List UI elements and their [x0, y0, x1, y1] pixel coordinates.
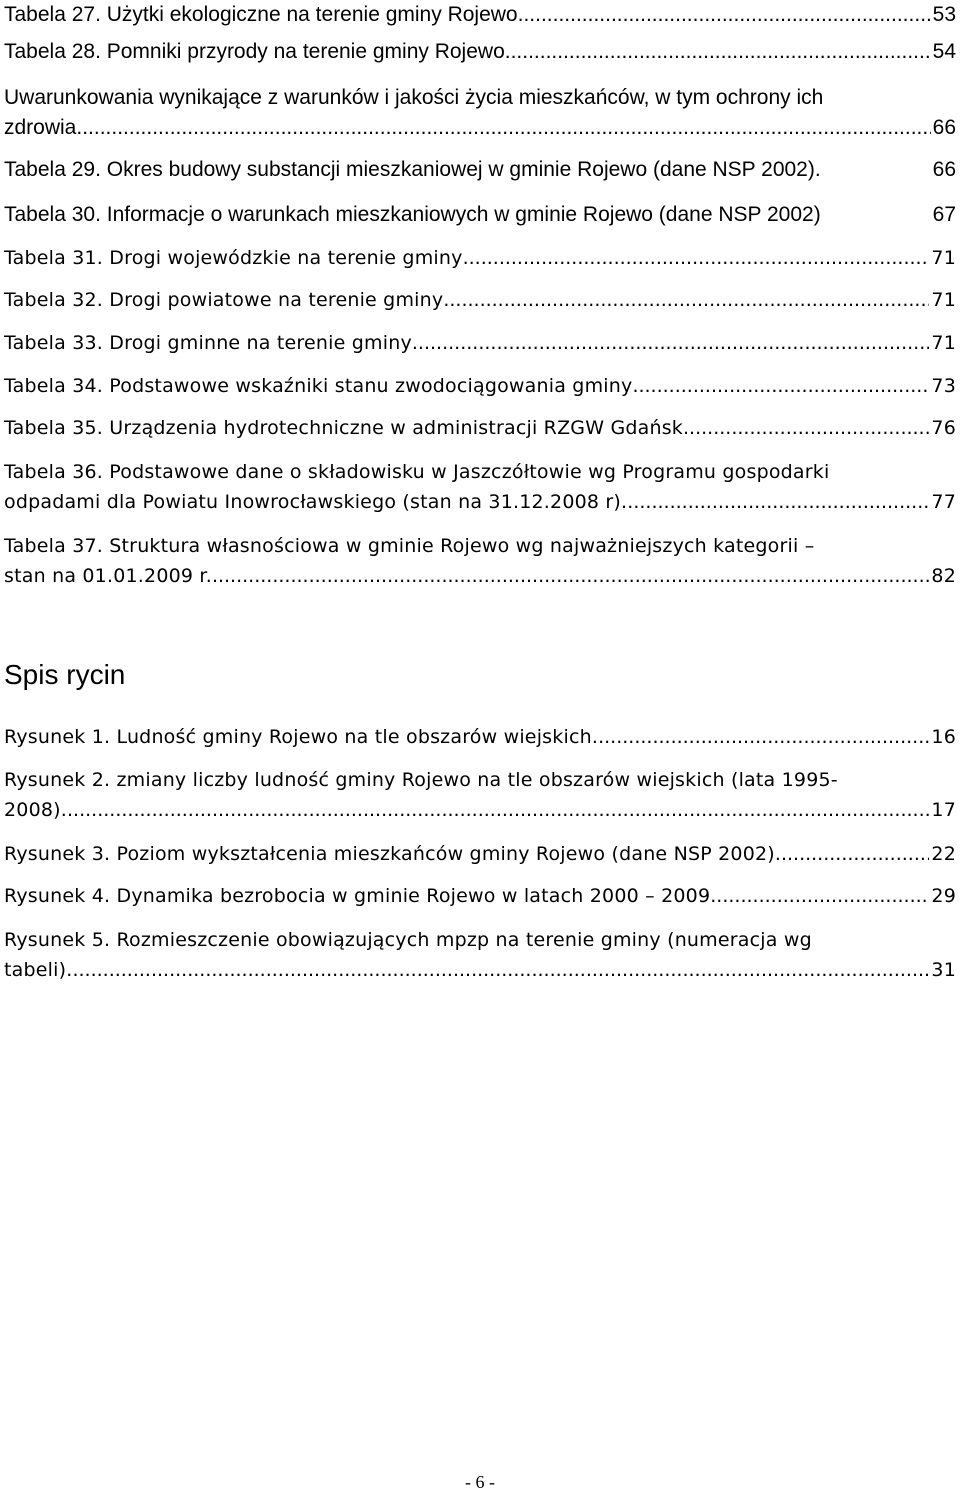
toc-entry-tabela-27[interactable]: [4, 0, 956, 30]
toc-page-number: 29: [931, 885, 956, 907]
toc-page-number: 54: [932, 40, 956, 63]
leader-dots: [412, 328, 930, 358]
leader-dots: [72, 955, 929, 985]
toc-page-number: 17: [931, 799, 956, 821]
toc-page-number: 16: [931, 726, 956, 748]
leader-dots: [505, 37, 931, 67]
toc-page-number: 76: [931, 417, 956, 439]
leader-dots: [463, 243, 930, 273]
leader-dots: [683, 413, 929, 443]
toc-entry-text: Rysunek 4. Dynamika bezrobocia w gminie Rojewo w latach 2000 – 2009: [4, 885, 711, 907]
toc-page-number: 66: [932, 158, 956, 181]
toc-entry-rysunek-5[interactable]: [4, 925, 956, 985]
toc-page-number: 67: [932, 203, 956, 226]
toc-page-number: 77: [931, 491, 956, 513]
toc-entry-tabela-32[interactable]: [4, 285, 956, 315]
toc-entry-uwarunkowania[interactable]: [4, 83, 956, 143]
toc-entry-text-line1: Tabela 37. Struktura własnościowa w gminie Rojewo wg najważniejszych kategorii –: [4, 535, 815, 557]
toc-entry-tabela-34[interactable]: [4, 371, 956, 401]
toc-entry-tabela-30[interactable]: [4, 200, 956, 230]
toc-page-number: 22: [931, 843, 956, 865]
toc-entry-text-line1: Uwarunkowania wynikające z warunków i jakości życia mieszkańców, w tym ochrony ich: [4, 86, 824, 109]
toc-entry-tabela-28[interactable]: [4, 37, 956, 67]
toc-entry-text: Tabela 35. Urządzenia hydrotechniczne w administracji RZGW Gdańsk: [4, 417, 684, 439]
toc-page-number: 71: [931, 289, 956, 311]
toc-entry-tabela-29[interactable]: [4, 155, 956, 185]
leader-dots: [67, 795, 929, 825]
toc-entry-text: Tabela 31. Drogi wojewódzkie na terenie gminy: [4, 247, 463, 269]
leader-dots: [443, 285, 929, 315]
toc-entry-text: stan na 01.01.2009 r.: [4, 565, 212, 587]
toc-page-number: 66: [932, 116, 956, 139]
toc-entry-tabela-36[interactable]: [4, 457, 956, 517]
leader-dots: [212, 561, 929, 591]
toc-entry-text: Tabela 33. Drogi gminne na terenie gminy: [4, 332, 412, 354]
toc-entry-text: tabeli).: [4, 959, 73, 981]
toc-entry-text: Rysunek 1. Ludność gminy Rojewo na tle obszarów wiejskich.: [4, 726, 599, 748]
toc-entry-rysunek-1[interactable]: [4, 722, 956, 752]
toc-entry-text-line1: Rysunek 5. Rozmieszczenie obowiązujących mpzp na terenie gminy (numeracja wg: [4, 929, 812, 951]
leader-dots: [775, 839, 930, 869]
toc-entry-tabela-31[interactable]: [4, 243, 956, 273]
page-number: - 6 -: [465, 1472, 495, 1492]
toc-entry-rysunek-4[interactable]: [4, 881, 956, 911]
toc-entry-text: Tabela 32. Drogi powiatowe na terenie gminy: [4, 289, 444, 311]
leader-dots: [632, 371, 929, 401]
toc-entry-rysunek-3[interactable]: [4, 839, 956, 869]
toc-page-number: 73: [931, 375, 956, 397]
toc-page-number: 71: [931, 247, 956, 269]
toc-entry-text-line1: Rysunek 2. zmiany liczby ludność gminy Rojewo na tle obszarów wiejskich (lata 1995-: [4, 769, 838, 791]
toc-entry-text: odpadami dla Powiatu Inowrocławskiego (stan na 31.12.2008 r).: [4, 491, 628, 513]
toc-entry-text: 2008).: [4, 799, 68, 821]
toc-entry-text: Rysunek 3. Poziom wykształcenia mieszkańców gminy Rojewo (dane NSP 2002): [4, 843, 775, 865]
toc-entry-text: Tabela 29. Okres budowy substancji mieszkaniowej w gminie Rojewo (dane NSP 2002).: [4, 158, 821, 181]
toc-entry-text: Tabela 27. Użytki ekologiczne na terenie gminy Rojewo: [4, 3, 518, 26]
toc-page-number: 82: [931, 565, 956, 587]
toc-page-number: 71: [931, 332, 956, 354]
toc-entry-text-line1: Tabela 36. Podstawowe dane o składowisku w Jaszczółtowie wg Programu gospodarki: [4, 461, 830, 483]
leader-dots: [598, 722, 929, 752]
toc-entry-text: Tabela 28. Pomniki przyrody na terenie gminy Rojewo: [4, 40, 505, 63]
toc-page-number: 31: [931, 959, 956, 981]
toc-entry-tabela-33[interactable]: [4, 328, 956, 358]
toc-entry-text: Tabela 30. Informacje o warunkach mieszkaniowych w gminie Rojewo (dane NSP 2002): [4, 203, 821, 226]
toc-entry-text: zdrowia: [4, 116, 77, 139]
leader-dots: [518, 0, 931, 30]
toc-entry-tabela-35[interactable]: [4, 413, 956, 443]
toc-page-number: 53: [932, 3, 956, 26]
figures-heading: Spis rycin: [4, 659, 126, 690]
toc-entry-rysunek-2[interactable]: [4, 765, 956, 825]
toc-entry-tabela-37[interactable]: [4, 531, 956, 591]
leader-dots: [627, 487, 929, 517]
leader-dots: [76, 113, 930, 143]
leader-dots: [710, 881, 929, 911]
toc-entry-text: Tabela 34. Podstawowe wskaźniki stanu zwodociągowania gminy: [4, 375, 633, 397]
